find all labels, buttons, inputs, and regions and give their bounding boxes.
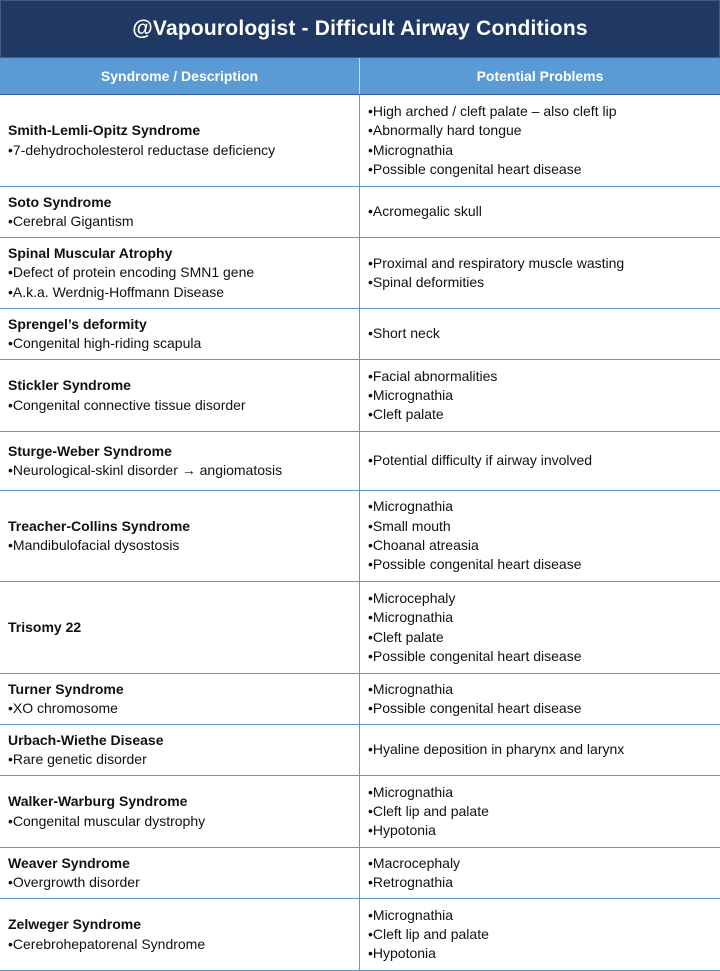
syndrome-cell [0, 776, 360, 847]
syndrome-name: Walker-Warburg Syndrome [8, 793, 188, 810]
syndrome-name: Spinal Muscular Atrophy [8, 245, 173, 262]
problem-item: •Micrognathia [368, 609, 454, 626]
syndrome-name: Urbach-Wiethe Disease [8, 731, 164, 748]
table-row [0, 491, 720, 582]
syndrome-cell [0, 899, 360, 970]
problem-item: •Micrognathia [368, 141, 454, 158]
syndrome-name: Turner Syndrome [8, 680, 124, 697]
problem-item: •Micrognathia [368, 783, 454, 800]
syndrome-name: Zelweger Syndrome [8, 916, 142, 933]
syndrome-cell [0, 95, 360, 186]
problem-item: •Cleft lip and palate [368, 925, 489, 942]
syndrome-name: Soto Syndrome [8, 193, 112, 210]
problem-item: •Micrognathia [368, 498, 454, 515]
syndrome-description: •Congenital high-riding scapula [8, 335, 202, 351]
table-row [0, 95, 720, 187]
syndrome-name: Smith-Lemli-Opitz Syndrome [8, 122, 201, 139]
syndrome-name: Treacher-Collins Syndrome [8, 517, 191, 534]
syndrome-cell [0, 360, 360, 431]
syndrome-name: Sprengel’s deformity [8, 315, 147, 332]
syndrome-description: •XO chromosome [8, 700, 118, 716]
problem-item: •Proximal and respiratory muscle wasting [368, 254, 625, 271]
problem-item: •Retrognathia [368, 874, 454, 890]
syndrome-cell [0, 848, 360, 898]
problem-item: •Possible congenital heart disease [368, 647, 582, 664]
syndrome-description: •7-dehydrocholesterol reductase deficiency [8, 141, 276, 158]
problem-item: •Possible congenital heart disease [368, 556, 582, 573]
problem-item: •Small mouth [368, 517, 451, 534]
problem-item: •Short neck [368, 325, 440, 342]
problem-item: •Choanal atreasia [368, 537, 479, 553]
problems-cell [360, 491, 720, 581]
problems-cell [360, 95, 720, 186]
problem-item: •Macrocephaly [368, 854, 461, 871]
syndrome-cell [0, 187, 360, 237]
syndrome-cell [0, 309, 360, 359]
problems-cell [360, 187, 720, 237]
syndrome-description: •Mandibulofacial dysostosis [8, 537, 180, 553]
problems-cell [360, 674, 720, 724]
problem-item: •Acromegalic skull [368, 203, 482, 220]
problem-item: •Micrognathia [368, 906, 454, 923]
syndrome-cell [0, 582, 360, 673]
syndrome-description: •Congenital muscular dystrophy [8, 812, 206, 829]
problems-cell [360, 899, 720, 970]
column-header-syndrome: Syndrome / Description [0, 58, 360, 94]
problem-item: •Microcephaly [368, 589, 456, 606]
table-row [0, 725, 720, 776]
table-row [0, 899, 720, 971]
problems-cell [360, 725, 720, 775]
problem-item: •Hypotonia [368, 822, 436, 839]
syndrome-cell [0, 491, 360, 581]
table-row [0, 582, 720, 674]
table-row [0, 360, 720, 432]
problems-cell [360, 582, 720, 673]
column-header-problems: Potential Problems [476, 68, 604, 84]
problem-item: •Hypotonia [368, 945, 436, 962]
table-row [0, 776, 720, 848]
syndrome-description: •A.k.a. Werdnig-Hoffmann Disease [8, 283, 225, 300]
table-row [0, 238, 720, 309]
problem-item: •Cleft lip and palate [368, 802, 489, 819]
problem-item: •Possible congenital heart disease [368, 160, 582, 177]
problem-item: •Potential difficulty if airway involved [368, 452, 593, 469]
problem-item: •Spinal deformities [368, 274, 485, 290]
problem-item: •Facial abnormalities [368, 367, 498, 384]
page-title: @Vapourologist - Difficult Airway Conditions [0, 0, 720, 58]
syndrome-description: •Cerebrohepatorenal Syndrome [8, 935, 206, 952]
table-row [0, 674, 720, 725]
syndrome-description: •Overgrowth disorder [8, 874, 140, 890]
syndrome-cell [0, 238, 360, 308]
problem-item: •Cleft palate [368, 628, 444, 645]
table-row [0, 432, 720, 491]
problem-item: •Abnormally hard tongue [368, 122, 522, 139]
problems-cell [360, 238, 720, 308]
table-row [0, 187, 720, 238]
syndrome-description: •Congenital connective tissue disorder [8, 396, 246, 413]
syndrome-cell [0, 725, 360, 775]
problems-cell [360, 309, 720, 359]
problem-item: •High arched / cleft palate – also cleft lip [368, 102, 617, 119]
problems-cell [360, 776, 720, 847]
syndrome-description: •Rare genetic disorder [8, 751, 147, 767]
problem-item: •Micrognathia [368, 680, 454, 697]
syndrome-name: Sturge-Weber Syndrome [8, 442, 172, 459]
problem-item: •Possible congenital heart disease [368, 700, 582, 716]
syndrome-description: •Defect of protein encoding SMN1 gene [8, 264, 255, 281]
syndrome-name: Weaver Syndrome [8, 854, 130, 871]
syndrome-description: •Neurological-skinl disorder → angiomatosis [8, 462, 283, 478]
problems-cell [360, 848, 720, 898]
syndrome-cell [0, 674, 360, 724]
syndrome-name: Trisomy 22 [8, 618, 82, 635]
problems-cell [360, 432, 720, 490]
syndrome-name: Stickler Syndrome [8, 377, 131, 394]
problem-item: •Hyaline deposition in pharynx and larynx [368, 741, 625, 758]
problem-item: •Micrognathia [368, 386, 454, 403]
problem-item: •Cleft palate [368, 406, 444, 423]
problems-cell [360, 360, 720, 431]
table-body [0, 95, 720, 971]
table-row [0, 848, 720, 899]
table-row [0, 309, 720, 360]
syndrome-description: •Cerebral Gigantism [8, 213, 134, 229]
table-header [0, 58, 720, 95]
syndrome-cell [0, 432, 360, 490]
